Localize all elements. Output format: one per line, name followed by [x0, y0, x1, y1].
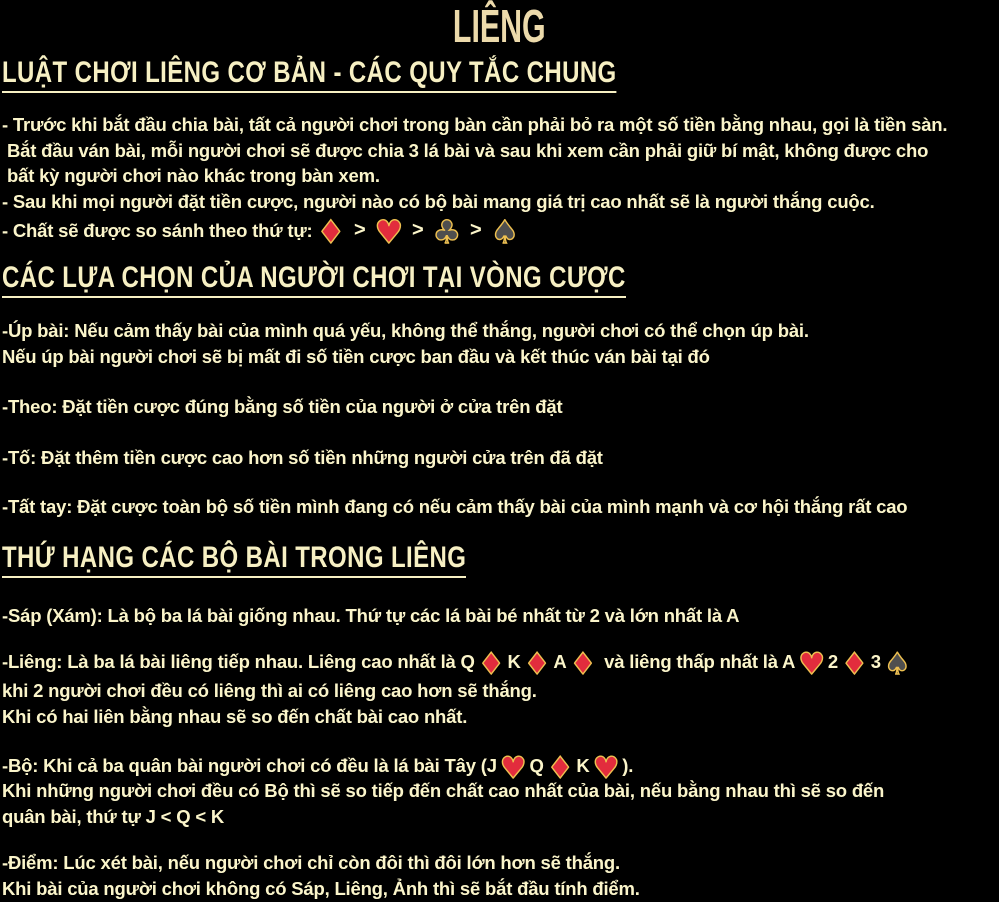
section-heading-basic-rules [2, 58, 770, 93]
lieng-ranking-line [2, 644, 914, 680]
greater-than-symbol: > [411, 219, 424, 241]
diamond-suit-icon: ♦ [569, 647, 597, 682]
rule-text-segment: -Bộ: Khi cả ba quân bài người chơi có đều là lá bài Tây (J [2, 755, 497, 776]
diamond-suit-icon: ♦ [523, 647, 551, 682]
spade-suit-icon: ♠ [883, 647, 911, 682]
rule-text-line: Khi có hai liên bằng nhau sẽ so đến chất bài cao nhất. [2, 706, 468, 727]
rule-text-line: khi 2 người chơi đều có liêng thì ai có liêng cao hơn sẽ thắng. [2, 680, 537, 701]
rule-text-line: - Trước khi bắt đầu chia bài, tất cả người chơi trong bàn cần phải bỏ ra một số tiền bằng nhau, gọi là tiền sàn. [2, 114, 948, 135]
rule-text-segment: -Liêng: Là ba lá bài liêng tiếp nhau. Liêng cao nhất là Q [2, 651, 475, 672]
diamond-suit-icon: ♦ [546, 751, 574, 786]
page-title [0, 0, 999, 52]
diamond-suit-icon: ♦ [316, 213, 345, 251]
rule-text-segment: 3 [870, 651, 881, 672]
heart-suit-icon: ♥ [592, 751, 620, 786]
rule-text-line: Khi bài của người chơi không có Sáp, Liêng, Ảnh thì sẽ bắt đầu tính điểm. [2, 878, 640, 899]
section-heading-text: THỨ HẠNG CÁC BỘ BÀI TRONG LIÊNG [2, 543, 466, 578]
heart-suit-icon: ♥ [374, 213, 403, 251]
heart-suit-icon: ♥ [798, 647, 825, 682]
heart-suit-icon: ♥ [499, 751, 527, 786]
suit-order-label: - Chất sẽ được so sánh theo thứ tự: [2, 220, 313, 241]
diamond-suit-icon: ♦ [841, 647, 868, 682]
section-heading-hand-rankings [2, 543, 582, 578]
rule-text-segment: A [553, 651, 567, 672]
rule-text-line: bất kỳ người chơi nào khác trong bàn xem. [7, 165, 380, 186]
rule-text-segment: K [576, 755, 590, 776]
rule-text-line: -Tố: Đặt thêm tiền cược cao hơn số tiền những người cửa trên đã đặt [2, 447, 603, 468]
suit-order-line [2, 212, 523, 249]
rule-text-segment: K [507, 651, 521, 672]
rule-text-segment: ). [622, 755, 634, 776]
rule-text-line: -Úp bài: Nếu cảm thấy bài của mình quá yếu, không thể thắng, người chơi có thể chọn úp bài. [2, 320, 809, 341]
rule-text-line: Nếu úp bài người chơi sẽ bị mất đi số tiền cược ban đầu và kết thúc ván bài tại đó [2, 346, 710, 367]
rule-text-line: -Điểm: Lúc xét bài, nếu người chơi chỉ còn đôi thì đôi lớn hơn sẽ thắng. [2, 852, 620, 873]
rule-text-line: Khi những người chơi đều có Bộ thì sẽ so tiếp đến chất cao nhất của bài, nếu bằng nhau thì sẽ so đến [2, 780, 885, 801]
greater-than-symbol: > [469, 219, 482, 241]
rule-text-line: -Tất tay: Đặt cược toàn bộ số tiền mình đang có nếu cảm thấy bài của mình mạnh và cơ hội thắng rất cao [2, 496, 908, 517]
greater-than-symbol: > [354, 219, 366, 241]
section-heading-text: LUẬT CHƠI LIÊNG CƠ BẢN - CÁC QUY TẮC CHUNG [2, 58, 617, 93]
rule-text-line: -Theo: Đặt tiền cược đúng bằng số tiền của người ở cửa trên đặt [2, 396, 563, 417]
rule-text-segment: và liêng thấp nhất là A [604, 651, 796, 672]
rule-text-line: Bắt đầu ván bài, mỗi người chơi sẽ được chia 3 lá bài và sau khi xem cần phải giữ bí mật, không được cho [7, 140, 929, 161]
rule-text-segment: Q [529, 755, 544, 776]
diamond-suit-icon: ♦ [477, 647, 505, 682]
club-suit-icon: ♣ [432, 213, 461, 251]
section-heading-text: CÁC LỰA CHỌN CỦA NGƯỜI CHƠI TẠI VÒNG CƯỢC [2, 263, 626, 298]
section-heading-betting-options [2, 263, 782, 298]
spade-suit-icon: ♠ [490, 213, 519, 251]
rule-text-line: -Sáp (Xám): Là bộ ba lá bài giống nhau. Thứ tự các lá bài bé nhất từ 2 và lớn nhất là A [2, 605, 740, 626]
rule-text-segment: 2 [827, 651, 839, 672]
rule-text-line: - Sau khi mọi người đặt tiền cược, người nào có bộ bài mang giá trị cao nhất sẽ là người thắng cuộc. [2, 191, 875, 212]
rule-text-line: quân bài, thứ tự J < Q < K [2, 806, 225, 827]
page-title-text: LIÊNG [453, 0, 546, 52]
